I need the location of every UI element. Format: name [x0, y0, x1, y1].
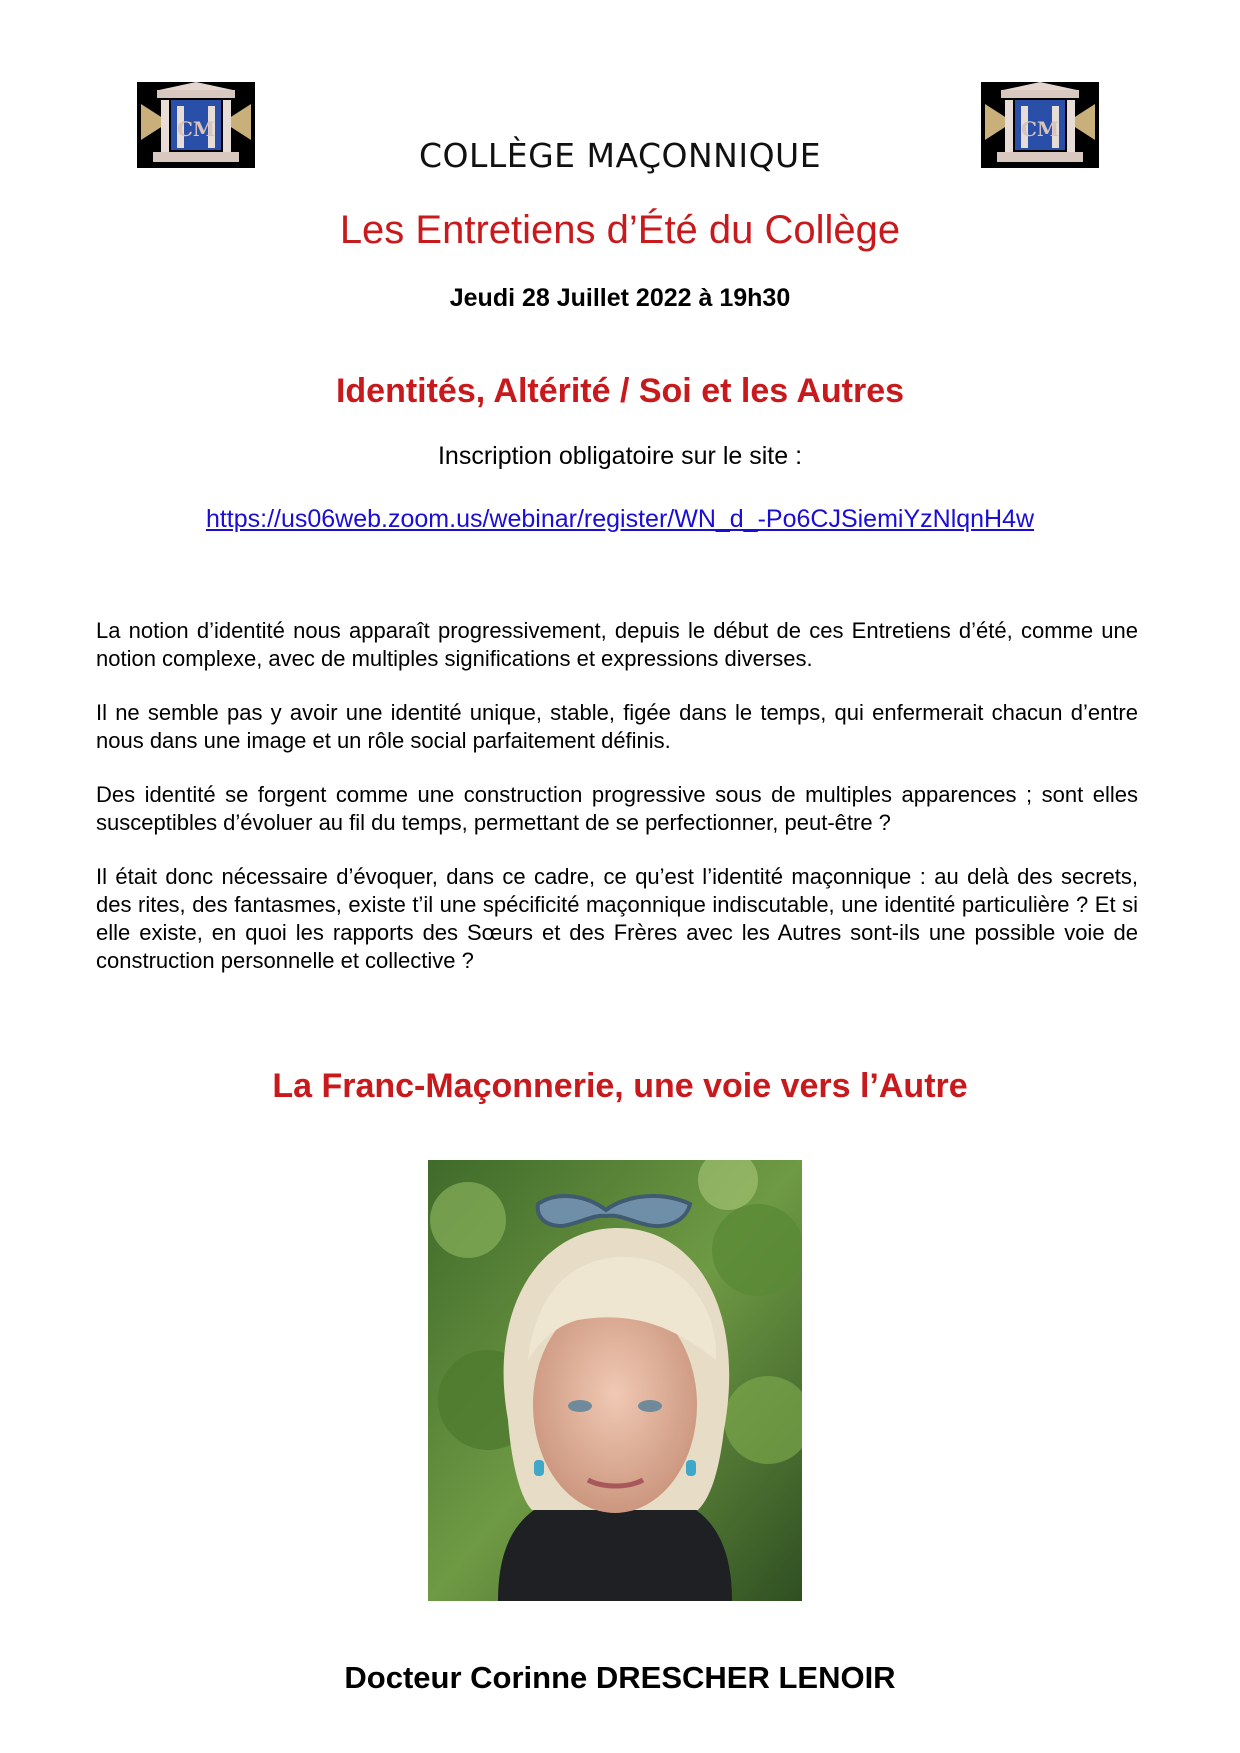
- event-date: Jeudi 28 Juillet 2022 à 19h30: [449, 284, 791, 312]
- series-title: Les Entretiens d’Été du Collège: [339, 208, 901, 252]
- paragraph: Il ne semble pas y avoir une identité unique, stable, figée dans le temps, qui enfermerait chacun d’entre nous dans une image et un rôle social parfaitement définis.: [96, 700, 1138, 753]
- svg-text:CM: CM: [1020, 117, 1060, 141]
- lecture-title: La Franc-Maçonnerie, une voie vers l’Autre: [272, 1067, 968, 1105]
- speaker-name: Docteur Corinne DRESCHER LENOIR: [344, 1660, 896, 1695]
- paragraph: Des identité se forgent comme une construction progressive sous de multiples apparences ; sont elles susceptibles d’évoluer au fil du temps, permettant de se perfectionner, peut-être ?: [96, 782, 1138, 835]
- svg-text:CM: CM: [176, 117, 216, 141]
- description: [96, 617, 1138, 1001]
- theme-title: Identités, Altérité / Soi et les Autres: [335, 372, 905, 410]
- registration-link[interactable]: https://us06web.zoom.us/webinar/register/WN_d_-Po6CJSiemiYzNlqnH4w: [205, 505, 1035, 533]
- speaker-photo: [428, 1160, 802, 1601]
- paragraph: Il était donc nécessaire d’évoquer, dans ce cadre, ce qu’est l’identité maçonnique : au delà des secrets, des rites, des fantasmes, existe t’il une spécificité maçonnique indiscutable, une identité particulière ? Et si elle existe, en quoi les rapports des Sœurs et des Frères avec les Autres sont-ils une possible voie de construction personnelle et collective ?: [96, 864, 1138, 973]
- institution-title: COLLÈGE MAÇONNIQUE: [418, 136, 822, 175]
- registration-label: Inscription obligatoire sur le site :: [437, 442, 803, 470]
- paragraph: La notion d’identité nous apparaît progressivement, depuis le début de ces Entretiens d’été, comme une notion complexe, avec de multiples significations et expressions diverses.: [96, 618, 1138, 671]
